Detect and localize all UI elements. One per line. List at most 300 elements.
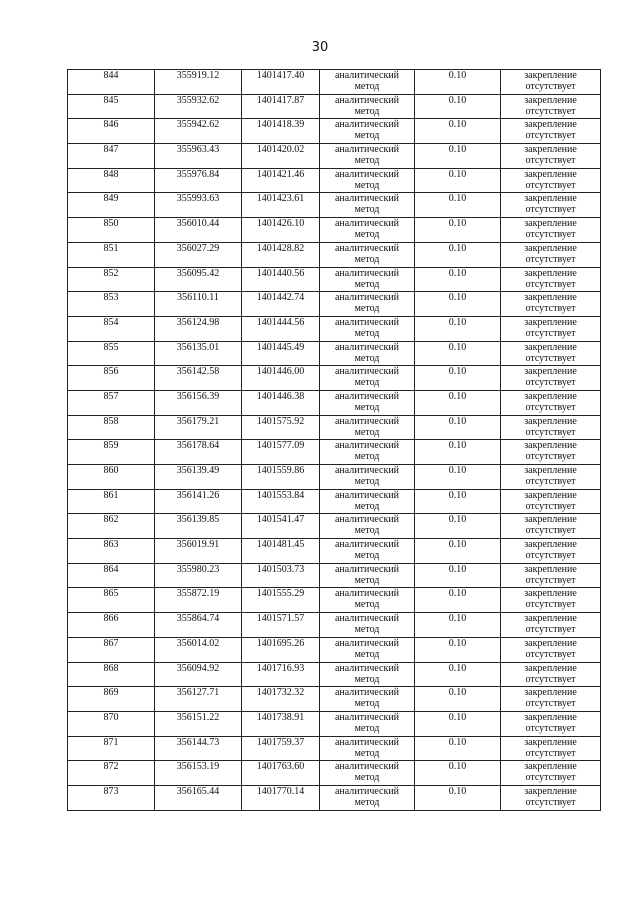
marking-line-1: закрепление [524, 267, 577, 279]
marking-line-1: закрепление [524, 489, 577, 501]
marking-line-2: отсутствует [525, 574, 576, 586]
method-line-2: метод [354, 303, 380, 315]
marking-cell [501, 267, 601, 292]
x-coordinate-cell: 356141.26 [155, 489, 242, 514]
marking-line-2: отсутствует [525, 204, 576, 216]
marking-line-1: закрепление [524, 119, 577, 131]
marking-cell [501, 489, 601, 514]
y-coordinate-cell: 1401445.49 [242, 341, 320, 366]
point-number-cell: 846 [68, 119, 155, 144]
method-line-1: аналитический [334, 662, 400, 674]
method-cell [320, 514, 415, 539]
point-number-cell: 869 [68, 687, 155, 712]
marking-cell [501, 415, 601, 440]
method-line-1: аналитический [334, 267, 400, 279]
y-coordinate-cell: 1401423.61 [242, 193, 320, 218]
marking-line-1: закрепление [524, 218, 577, 230]
marking-line-1: закрепление [524, 94, 577, 106]
y-coordinate-cell: 1401417.87 [242, 94, 320, 119]
method-cell [320, 218, 415, 243]
marking-line-1: закрепление [524, 70, 577, 81]
method-cell [320, 70, 415, 95]
marking-cell [501, 70, 601, 95]
marking-cell [501, 168, 601, 193]
precision-cell: 0.10 [415, 687, 501, 712]
method-cell [320, 316, 415, 341]
marking-cell [501, 662, 601, 687]
method-line-1: аналитический [334, 70, 400, 81]
method-line-1: аналитический [334, 415, 400, 427]
x-coordinate-cell: 356110.11 [155, 292, 242, 317]
marking-line-1: закрепление [524, 711, 577, 723]
method-line-1: аналитический [334, 687, 400, 699]
method-line-2: метод [354, 673, 380, 685]
x-coordinate-cell: 355980.23 [155, 563, 242, 588]
marking-line-2: отсутствует [525, 253, 576, 265]
method-line-2: метод [354, 401, 380, 413]
marking-line-2: отсутствует [525, 451, 576, 463]
method-line-1: аналитический [334, 563, 400, 575]
marking-line-1: закрепление [524, 637, 577, 649]
precision-cell: 0.10 [415, 662, 501, 687]
method-cell [320, 415, 415, 440]
precision-cell: 0.10 [415, 563, 501, 588]
point-number-cell: 852 [68, 267, 155, 292]
y-coordinate-cell: 1401559.86 [242, 465, 320, 490]
x-coordinate-cell: 356165.44 [155, 785, 242, 810]
point-number-cell: 845 [68, 94, 155, 119]
marking-cell [501, 613, 601, 638]
precision-cell: 0.10 [415, 613, 501, 638]
marking-cell [501, 94, 601, 119]
method-cell [320, 711, 415, 736]
method-line-2: метод [354, 179, 380, 191]
x-coordinate-cell: 355976.84 [155, 168, 242, 193]
x-coordinate-cell: 356095.42 [155, 267, 242, 292]
method-line-2: метод [354, 278, 380, 290]
table-row [68, 119, 601, 144]
marking-line-2: отсутствует [525, 599, 576, 611]
method-line-1: аналитический [334, 613, 400, 625]
method-line-2: метод [354, 624, 380, 636]
marking-line-1: закрепление [524, 168, 577, 180]
table-row [68, 316, 601, 341]
point-number-cell: 849 [68, 193, 155, 218]
marking-line-2: отсутствует [525, 303, 576, 315]
marking-line-2: отсутствует [525, 796, 576, 808]
table-row [68, 440, 601, 465]
point-number-cell: 859 [68, 440, 155, 465]
method-line-2: метод [354, 796, 380, 808]
marking-cell [501, 144, 601, 169]
precision-cell: 0.10 [415, 761, 501, 786]
point-number-cell: 860 [68, 465, 155, 490]
method-line-2: метод [354, 352, 380, 364]
precision-cell: 0.10 [415, 440, 501, 465]
x-coordinate-cell: 355993.63 [155, 193, 242, 218]
method-line-2: метод [354, 476, 380, 487]
y-coordinate-cell: 1401571.57 [242, 613, 320, 638]
y-coordinate-cell: 1401440.56 [242, 267, 320, 292]
marking-line-1: закрепление [524, 366, 577, 378]
y-coordinate-cell: 1401738.91 [242, 711, 320, 736]
precision-cell: 0.10 [415, 193, 501, 218]
method-cell [320, 292, 415, 317]
marking-line-1: закрепление [524, 465, 577, 476]
method-line-1: аналитический [334, 761, 400, 773]
method-cell [320, 637, 415, 662]
marking-cell [501, 341, 601, 366]
precision-cell: 0.10 [415, 514, 501, 539]
y-coordinate-cell: 1401418.39 [242, 119, 320, 144]
marking-line-2: отсутствует [525, 155, 576, 167]
marking-line-2: отсутствует [525, 105, 576, 117]
method-line-1: аналитический [334, 94, 400, 106]
marking-cell [501, 711, 601, 736]
method-line-1: аналитический [334, 193, 400, 205]
marking-cell [501, 761, 601, 786]
table-row [68, 193, 601, 218]
y-coordinate-cell: 1401770.14 [242, 785, 320, 810]
point-number-cell: 870 [68, 711, 155, 736]
method-line-2: метод [354, 525, 380, 537]
precision-cell: 0.10 [415, 390, 501, 415]
x-coordinate-cell: 356178.64 [155, 440, 242, 465]
marking-line-1: закрепление [524, 761, 577, 773]
marking-line-1: закрепление [524, 785, 577, 797]
x-coordinate-cell: 356151.22 [155, 711, 242, 736]
marking-line-2: отсутствует [525, 624, 576, 636]
method-line-1: аналитический [334, 218, 400, 230]
method-line-2: метод [354, 105, 380, 117]
method-line-2: метод [354, 426, 380, 438]
method-line-1: аналитический [334, 366, 400, 378]
method-line-1: аналитический [334, 539, 400, 551]
point-number-cell: 868 [68, 662, 155, 687]
point-number-cell: 856 [68, 366, 155, 391]
marking-cell [501, 687, 601, 712]
method-line-1: аналитический [334, 390, 400, 402]
method-cell [320, 193, 415, 218]
y-coordinate-cell: 1401428.82 [242, 242, 320, 267]
method-line-2: метод [354, 722, 380, 734]
x-coordinate-cell: 355864.74 [155, 613, 242, 638]
x-coordinate-cell: 355872.19 [155, 588, 242, 613]
table-row [68, 489, 601, 514]
point-number-cell: 854 [68, 316, 155, 341]
method-line-2: метод [354, 574, 380, 586]
marking-cell [501, 465, 601, 490]
point-number-cell: 858 [68, 415, 155, 440]
y-coordinate-cell: 1401481.45 [242, 539, 320, 564]
marking-line-2: отсутствует [525, 377, 576, 389]
precision-cell: 0.10 [415, 292, 501, 317]
x-coordinate-cell: 356094.92 [155, 662, 242, 687]
marking-line-2: отсутствует [525, 352, 576, 364]
method-cell [320, 168, 415, 193]
x-coordinate-cell: 356139.85 [155, 514, 242, 539]
marking-line-2: отсутствует [525, 648, 576, 660]
method-line-2: метод [354, 81, 380, 92]
method-cell [320, 563, 415, 588]
precision-cell: 0.10 [415, 465, 501, 490]
point-number-cell: 861 [68, 489, 155, 514]
x-coordinate-cell: 356156.39 [155, 390, 242, 415]
coordinates-table [67, 69, 601, 811]
method-cell [320, 366, 415, 391]
precision-cell: 0.10 [415, 785, 501, 810]
method-cell [320, 687, 415, 712]
table-row [68, 168, 601, 193]
marking-line-1: закрепление [524, 563, 577, 575]
method-line-1: аналитический [334, 144, 400, 156]
marking-line-2: отсутствует [525, 179, 576, 191]
table-row [68, 415, 601, 440]
marking-cell [501, 292, 601, 317]
method-line-2: метод [354, 772, 380, 784]
method-line-2: метод [354, 698, 380, 710]
marking-line-2: отсутствует [525, 327, 576, 339]
method-line-2: метод [354, 229, 380, 241]
method-line-1: аналитический [334, 292, 400, 304]
marking-line-1: закрепление [524, 292, 577, 304]
precision-cell: 0.10 [415, 242, 501, 267]
marking-line-1: закрепление [524, 662, 577, 674]
precision-cell: 0.10 [415, 588, 501, 613]
marking-cell [501, 193, 601, 218]
precision-cell: 0.10 [415, 711, 501, 736]
method-line-2: метод [354, 377, 380, 389]
y-coordinate-cell: 1401577.09 [242, 440, 320, 465]
x-coordinate-cell: 355942.62 [155, 119, 242, 144]
point-number-cell: 853 [68, 292, 155, 317]
marking-line-2: отсутствует [525, 772, 576, 784]
method-line-1: аналитический [334, 341, 400, 353]
point-number-cell: 855 [68, 341, 155, 366]
precision-cell: 0.10 [415, 736, 501, 761]
y-coordinate-cell: 1401716.93 [242, 662, 320, 687]
marking-line-2: отсутствует [525, 81, 576, 92]
marking-line-2: отсутствует [525, 476, 576, 487]
marking-cell [501, 440, 601, 465]
y-coordinate-cell: 1401426.10 [242, 218, 320, 243]
marking-line-1: закрепление [524, 144, 577, 156]
precision-cell: 0.10 [415, 316, 501, 341]
precision-cell: 0.10 [415, 168, 501, 193]
table-row [68, 613, 601, 638]
method-line-1: аналитический [334, 785, 400, 797]
method-line-1: аналитический [334, 465, 400, 476]
x-coordinate-cell: 356010.44 [155, 218, 242, 243]
method-cell [320, 489, 415, 514]
precision-cell: 0.10 [415, 70, 501, 95]
y-coordinate-cell: 1401553.84 [242, 489, 320, 514]
marking-line-1: закрепление [524, 390, 577, 402]
table-row [68, 70, 601, 95]
precision-cell: 0.10 [415, 218, 501, 243]
table-row [68, 341, 601, 366]
x-coordinate-cell: 356144.73 [155, 736, 242, 761]
point-number-cell: 871 [68, 736, 155, 761]
method-cell [320, 588, 415, 613]
table-row [68, 761, 601, 786]
y-coordinate-cell: 1401759.37 [242, 736, 320, 761]
table-row [68, 366, 601, 391]
method-cell [320, 465, 415, 490]
precision-cell: 0.10 [415, 539, 501, 564]
marking-line-2: отсутствует [525, 673, 576, 685]
y-coordinate-cell: 1401695.26 [242, 637, 320, 662]
marking-cell [501, 736, 601, 761]
method-line-1: аналитический [334, 637, 400, 649]
marking-line-2: отсутствует [525, 722, 576, 734]
marking-line-2: отсутствует [525, 550, 576, 562]
point-number-cell: 872 [68, 761, 155, 786]
marking-cell [501, 588, 601, 613]
x-coordinate-cell: 356139.49 [155, 465, 242, 490]
page-number: 30 [311, 40, 329, 55]
y-coordinate-cell: 1401421.46 [242, 168, 320, 193]
precision-cell: 0.10 [415, 637, 501, 662]
method-cell [320, 539, 415, 564]
marking-line-1: закрепление [524, 588, 577, 600]
method-line-1: аналитический [334, 736, 400, 748]
x-coordinate-cell: 356019.91 [155, 539, 242, 564]
method-line-2: метод [354, 648, 380, 660]
marking-line-1: закрепление [524, 440, 577, 452]
method-cell [320, 440, 415, 465]
method-cell [320, 785, 415, 810]
precision-cell: 0.10 [415, 144, 501, 169]
method-line-1: аналитический [334, 168, 400, 180]
point-number-cell: 863 [68, 539, 155, 564]
marking-line-2: отсутствует [525, 525, 576, 537]
method-line-1: аналитический [334, 588, 400, 600]
method-cell [320, 613, 415, 638]
method-cell [320, 341, 415, 366]
x-coordinate-cell: 356124.98 [155, 316, 242, 341]
method-cell [320, 144, 415, 169]
table-row [68, 390, 601, 415]
method-cell [320, 119, 415, 144]
marking-cell [501, 218, 601, 243]
precision-cell: 0.10 [415, 366, 501, 391]
method-line-2: метод [354, 747, 380, 759]
method-line-2: метод [354, 599, 380, 611]
marking-line-1: закрепление [524, 613, 577, 625]
marking-cell [501, 637, 601, 662]
y-coordinate-cell: 1401555.29 [242, 588, 320, 613]
method-line-1: аналитический [334, 119, 400, 131]
table-row [68, 588, 601, 613]
method-cell [320, 761, 415, 786]
table-row [68, 736, 601, 761]
y-coordinate-cell: 1401763.60 [242, 761, 320, 786]
method-line-2: метод [354, 253, 380, 265]
marking-cell [501, 514, 601, 539]
marking-cell [501, 785, 601, 810]
table-row [68, 687, 601, 712]
method-line-1: аналитический [334, 514, 400, 526]
y-coordinate-cell: 1401417.40 [242, 70, 320, 95]
marking-line-1: закрепление [524, 316, 577, 328]
point-number-cell: 857 [68, 390, 155, 415]
marking-line-2: отсутствует [525, 130, 576, 142]
method-cell [320, 736, 415, 761]
point-number-cell: 848 [68, 168, 155, 193]
marking-cell [501, 563, 601, 588]
method-line-1: аналитический [334, 242, 400, 254]
method-line-1: аналитический [334, 440, 400, 452]
method-line-1: аналитический [334, 711, 400, 723]
marking-line-2: отсутствует [525, 500, 576, 512]
method-line-2: метод [354, 550, 380, 562]
y-coordinate-cell: 1401541.47 [242, 514, 320, 539]
y-coordinate-cell: 1401446.00 [242, 366, 320, 391]
method-cell [320, 267, 415, 292]
marking-cell [501, 316, 601, 341]
y-coordinate-cell: 1401446.38 [242, 390, 320, 415]
marking-line-2: отсутствует [525, 229, 576, 241]
y-coordinate-cell: 1401575.92 [242, 415, 320, 440]
y-coordinate-cell: 1401442.74 [242, 292, 320, 317]
marking-line-1: закрепление [524, 539, 577, 551]
point-number-cell: 862 [68, 514, 155, 539]
method-line-2: метод [354, 204, 380, 216]
method-line-2: метод [354, 500, 380, 512]
method-line-1: аналитический [334, 316, 400, 328]
table-row [68, 711, 601, 736]
x-coordinate-cell: 356135.01 [155, 341, 242, 366]
table-row [68, 539, 601, 564]
marking-line-2: отсутствует [525, 278, 576, 290]
marking-line-1: закрепление [524, 341, 577, 353]
table-row [68, 785, 601, 810]
method-cell [320, 662, 415, 687]
x-coordinate-cell: 356142.58 [155, 366, 242, 391]
y-coordinate-cell: 1401503.73 [242, 563, 320, 588]
method-line-2: метод [354, 327, 380, 339]
method-cell [320, 242, 415, 267]
point-number-cell: 867 [68, 637, 155, 662]
marking-line-1: закрепление [524, 242, 577, 254]
marking-line-2: отсутствует [525, 401, 576, 413]
x-coordinate-cell: 355919.12 [155, 70, 242, 95]
marking-cell [501, 366, 601, 391]
table-row [68, 267, 601, 292]
y-coordinate-cell: 1401420.02 [242, 144, 320, 169]
marking-cell [501, 242, 601, 267]
precision-cell: 0.10 [415, 119, 501, 144]
marking-cell [501, 539, 601, 564]
marking-line-1: закрепление [524, 736, 577, 748]
point-number-cell: 873 [68, 785, 155, 810]
point-number-cell: 847 [68, 144, 155, 169]
marking-line-1: закрепление [524, 193, 577, 205]
point-number-cell: 851 [68, 242, 155, 267]
table-row [68, 514, 601, 539]
marking-line-1: закрепление [524, 687, 577, 699]
x-coordinate-cell: 356027.29 [155, 242, 242, 267]
y-coordinate-cell: 1401732.32 [242, 687, 320, 712]
precision-cell: 0.10 [415, 267, 501, 292]
marking-line-2: отсутствует [525, 747, 576, 759]
x-coordinate-cell: 355963.43 [155, 144, 242, 169]
method-line-2: метод [354, 130, 380, 142]
table-row [68, 218, 601, 243]
point-number-cell: 866 [68, 613, 155, 638]
precision-cell: 0.10 [415, 341, 501, 366]
